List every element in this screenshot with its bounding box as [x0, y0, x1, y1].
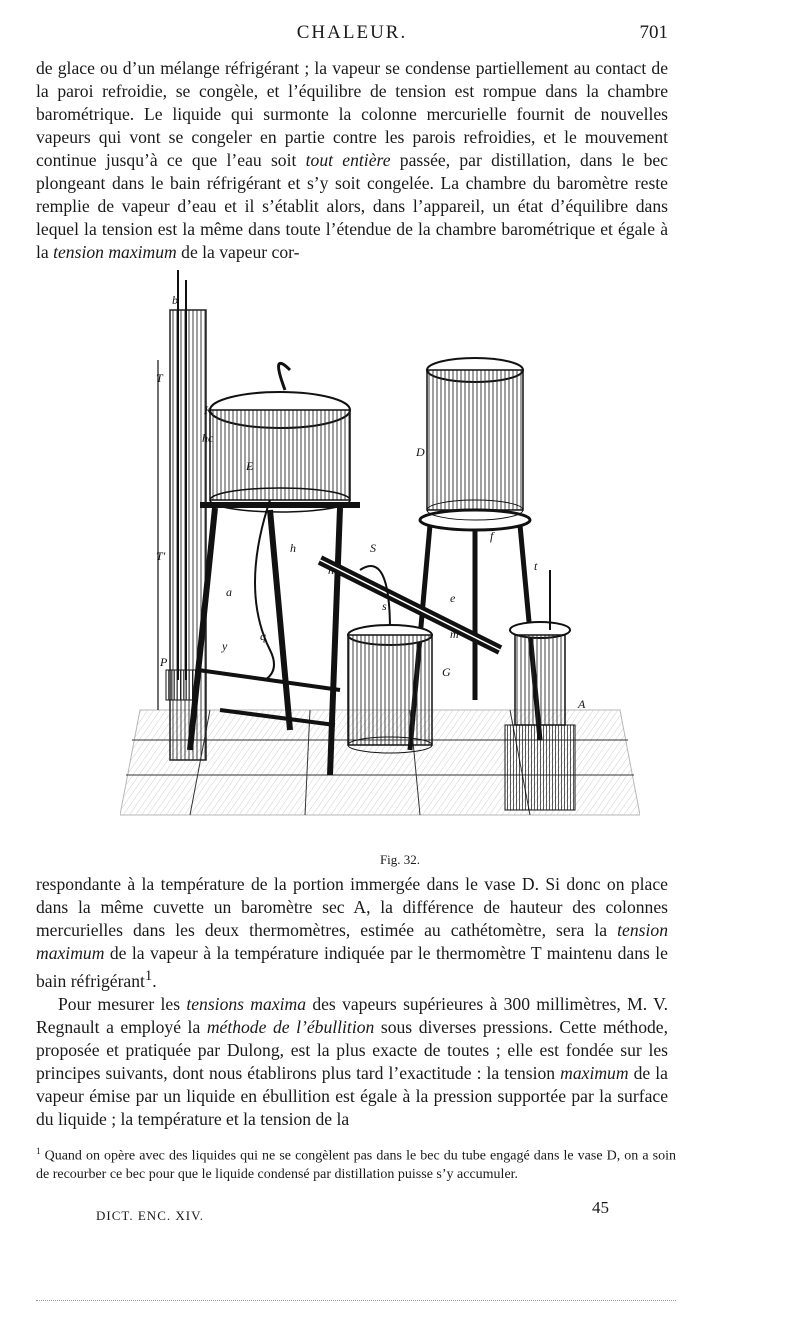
svg-text:P: P: [160, 655, 168, 669]
svg-text:f: f: [490, 529, 494, 543]
svg-text:T': T': [156, 549, 166, 563]
svg-text:e: e: [450, 591, 456, 605]
pail-G: [348, 625, 432, 753]
svg-text:m: m: [450, 627, 459, 641]
svg-text:D: D: [416, 445, 425, 459]
signature-mark: DICT. ENC. XIV.: [96, 1208, 205, 1223]
svg-text:n: n: [328, 563, 334, 577]
footnote: [36, 1142, 676, 1184]
svg-text:T: T: [156, 371, 163, 385]
text-run: de la vapeur émise par un liquide en ébullition est égale à la pression supportée par la surface du liquide ; la température et la tension de la: [36, 1062, 668, 1129]
running-head: CHALEUR.: [296, 22, 408, 43]
cooling-bath-E: [210, 363, 350, 512]
svg-text:t: t: [534, 559, 538, 573]
footnote-marker: 1: [36, 1146, 41, 1156]
page-header: [36, 22, 668, 46]
svg-text:G: G: [442, 665, 451, 679]
text-run: sous diverses pressions. Cette méthode, proposée et pratiquée par Dulong, est la plus exacte de toutes ; elle est fondée sur les principes suivants, dont nous établirons plus tard l’exactitude : la tension: [36, 1016, 668, 1083]
footnote-reference: 1: [144, 968, 153, 984]
text-run: de la vapeur cor-: [176, 242, 300, 262]
text-run: des vapeurs supérieures à 300 millimètres, M. V. Regnault a employé la: [36, 993, 668, 1037]
svg-text:S: S: [370, 541, 376, 555]
svg-text:h: h: [290, 541, 296, 555]
sheet-number: 45: [592, 1198, 609, 1217]
text-run: de la vapeur à la température indiquée par le thermomètre T maintenu dans le bain réfrigérant: [36, 943, 668, 991]
figure-caption: Fig. 32.: [379, 852, 421, 867]
italic-text: tout entière: [305, 150, 391, 170]
paragraph: [36, 873, 668, 993]
italic-text: tensions maxima: [186, 993, 307, 1014]
text-run: Pour mesurer les: [58, 993, 187, 1014]
figure-apparatus-engraving: [120, 270, 640, 845]
vessel-D: [427, 358, 523, 520]
bottom-rule: [36, 1300, 676, 1301]
text-run: respondante à la température de la portion immergée dans le vase D. Si donc on place dans la même cuvette un baromètre sec A, la différence de hauteur des colonnes mercurielles dans les deux thermomètres, estimée au cathétomètre, sera la: [36, 874, 668, 940]
svg-text:K: K: [204, 403, 213, 417]
page-footer: [36, 1198, 668, 1223]
text-run: .: [152, 970, 157, 991]
body-text-bottom: [36, 873, 668, 1131]
svg-text:E: E: [246, 459, 254, 473]
paragraph: [36, 993, 668, 1131]
text-run: passée, par distillation, dans le bec plongeant dans le bain réfrigérant et s’y soit congelée. La chambre du baromètre reste remplie de vapeur d’eau et il s’établit alors, dans l’appareil, un état d’équilibre dans lequel la tension est la même dans toute l’étendue de la chambre barométrique et égale à la: [36, 150, 668, 262]
footnote-text: Quand on opère avec des liquides qui ne se congèlent pas dans le bec du tube engagé dans le vase D, on a soin de recourber ce bec pour que le liquide condensé par distillation puisse s’y accumuler.: [36, 1148, 676, 1182]
italic-text: tension maximum: [36, 920, 668, 963]
paragraph-continuation: [36, 57, 668, 264]
page-number: 701: [639, 22, 668, 43]
body-text-top: [36, 57, 668, 264]
italic-text: maximum: [560, 1062, 629, 1083]
svg-text:b: b: [172, 293, 178, 307]
svg-text:a: a: [226, 585, 232, 599]
text-run: de glace ou d’un mélange réfrigérant ; la vapeur se condense partiellement au contact de la paroi refroidie, se congèle, et l’équilibre de tension est rompue dans la chambre barométrique. Le liquide qui surmonte la colonne mercurielle fournit de nouvelles vapeurs qui vont se congeler en partie contre les parois refroidies, et le mouvement continue jusqu’à ce que l’eau soit: [36, 58, 668, 170]
svg-text:y: y: [222, 639, 228, 653]
italic-text: tension maximum: [53, 242, 177, 262]
svg-text:s: s: [382, 599, 387, 613]
svg-text:A: A: [578, 697, 586, 711]
svg-text:hc: hc: [202, 431, 214, 445]
svg-text:q: q: [260, 629, 266, 643]
apparatus-illustration: [120, 270, 640, 845]
italic-text: méthode de l’ébullition: [206, 1016, 375, 1037]
boiler-A: [505, 570, 575, 810]
